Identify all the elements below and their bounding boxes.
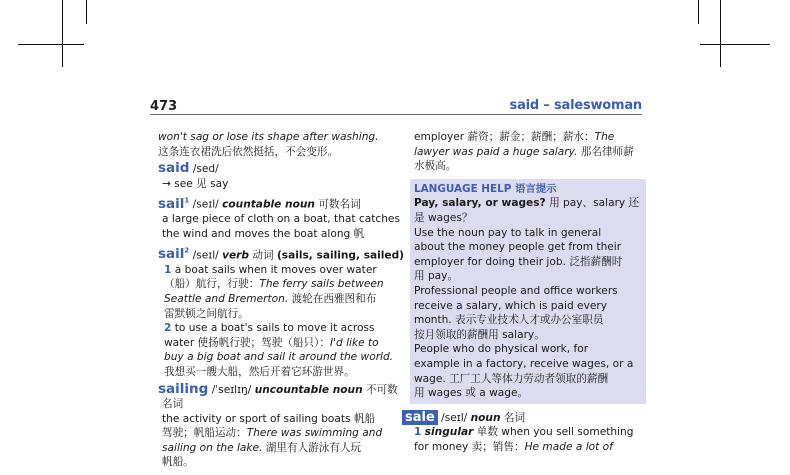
headword: sail$^2$ bbox=[158, 246, 190, 263]
language-help-title: LANGUAGE HELP 语言提示 bbox=[414, 182, 557, 195]
part-of-speech-zh: 名词 bbox=[503, 411, 526, 424]
sense-number: 2 bbox=[164, 322, 172, 335]
translation: for money 卖；销售： bbox=[414, 440, 525, 453]
part-of-speech-zh: 动词 bbox=[252, 249, 274, 262]
definition-line: to use a boat's sails to move it across bbox=[174, 322, 375, 335]
example: There was swimming and bbox=[246, 427, 383, 440]
help-text-line: receive a salary, which is paid every bbox=[414, 299, 607, 312]
cross-reference: → see 见 say bbox=[162, 177, 229, 190]
continued-example: won't sag or lose its shape after washing. bbox=[158, 131, 379, 143]
definition-line: when you sell something bbox=[501, 426, 634, 439]
page-number: 473 bbox=[150, 99, 178, 114]
right-column bbox=[405, 130, 646, 454]
entry-sailing bbox=[158, 380, 398, 471]
translation: （船）航行，行驶： bbox=[164, 278, 260, 291]
translation: 那名律师薪 bbox=[580, 145, 634, 158]
part-of-speech-zh: 不可数 bbox=[366, 383, 398, 396]
help-text-line: month. 表示专业技术人才或办公室职员 bbox=[414, 314, 604, 327]
help-text-line: 用 wages 或 a wage。 bbox=[414, 387, 529, 400]
crop-mark bbox=[18, 44, 84, 45]
translation: 湖里有人游泳有人玩 bbox=[265, 441, 362, 454]
help-text-line: 按月领取的薪酬用 salary。 bbox=[414, 328, 545, 341]
help-text-line: wage. 工厂工人等体力劳动者领取的薪酬 bbox=[414, 372, 609, 385]
translation: 雷默顿之间航行。 bbox=[164, 307, 249, 320]
left-column bbox=[158, 130, 405, 470]
crop-mark bbox=[700, 44, 770, 45]
translation: water 使扬帆行驶；驾驶（船只）： bbox=[164, 336, 330, 349]
help-text-line: 用 pay。 bbox=[414, 270, 459, 283]
inflections: (sails, sailing, sailed) bbox=[276, 249, 405, 262]
sense-number: 1 bbox=[164, 263, 172, 276]
translation: 驾驶；帆船运动： bbox=[162, 427, 247, 440]
help-text-line: Professional people and office workers bbox=[414, 284, 618, 297]
translation: 水极高。 bbox=[414, 160, 457, 173]
entry-sail-1 bbox=[158, 193, 400, 241]
part-of-speech: noun bbox=[470, 411, 501, 424]
sense-number: 1 bbox=[414, 426, 422, 439]
help-question-zh: 用 pay、salary 还 bbox=[549, 197, 640, 210]
running-head: said – saleswoman bbox=[509, 98, 642, 113]
entry-said bbox=[158, 161, 394, 191]
part-of-speech: uncountable noun bbox=[254, 383, 363, 396]
part-of-speech: verb bbox=[222, 249, 249, 262]
help-text-line: about the money people get from their bbox=[414, 241, 622, 254]
translation: employer 薪资；薪金；薪酬；薪水： bbox=[414, 131, 595, 143]
pronunciation: /seɪl/ bbox=[441, 411, 468, 424]
headword: sail$^1$ bbox=[158, 195, 190, 212]
example: sailing on the lake. bbox=[162, 441, 263, 454]
crop-mark bbox=[698, 0, 699, 24]
entry-sail-2 bbox=[158, 244, 405, 380]
help-text-line: People who do physical work, for bbox=[414, 343, 589, 356]
entry-sale bbox=[402, 410, 646, 455]
headword: said bbox=[158, 160, 190, 177]
help-question: Pay, salary, or wages? bbox=[414, 197, 546, 210]
translation: 渡轮在西雅图和布 bbox=[291, 292, 377, 305]
example: lawyer was paid a huge salary. bbox=[414, 145, 578, 158]
example: The bbox=[594, 131, 615, 143]
help-text-line: example in a factory, receive wages, or a bbox=[414, 357, 634, 370]
definition-line: a boat sails when it moves over water bbox=[174, 263, 377, 276]
example: Seattle and Bremerton. bbox=[164, 292, 289, 305]
example: buy a big boat and sail it around the world. bbox=[164, 351, 394, 364]
part-of-speech: countable noun bbox=[222, 198, 315, 211]
translation: 我想买一艘大船，然后开着它环游世界。 bbox=[164, 365, 355, 378]
help-question-zh: 是 wages？ bbox=[414, 211, 473, 224]
pronunciation: /seɪl/ bbox=[192, 198, 219, 211]
pronunciation: /sed/ bbox=[192, 163, 219, 176]
header-rule bbox=[150, 114, 642, 115]
help-text-line: Use the noun pay to talk in general bbox=[414, 226, 602, 239]
example: I'd like to bbox=[329, 336, 379, 349]
crop-mark bbox=[720, 0, 721, 67]
pronunciation: /ˈseɪlɪŋ/ bbox=[211, 383, 252, 396]
headword: sale bbox=[402, 410, 438, 425]
crop-mark bbox=[86, 0, 87, 24]
part-of-speech-zh: 可数名词 bbox=[318, 198, 361, 211]
sense-label: singular bbox=[424, 426, 474, 439]
headword: sailing bbox=[158, 380, 209, 397]
pronunciation: /seɪl/ bbox=[192, 249, 219, 262]
definition-line: a large piece of cloth on a boat, that catches bbox=[162, 213, 400, 226]
translation: 帆船。 bbox=[162, 456, 194, 469]
help-text-line: employer for doing their job. 泛指薪酬时 bbox=[414, 255, 623, 268]
continued-translation: 这条连衣裙洗后依然挺括，不会变形。 bbox=[158, 145, 339, 158]
example: The ferry sails between bbox=[259, 278, 384, 291]
definition-line: the activity or sport of sailing boats 帆船 bbox=[162, 412, 376, 425]
crop-mark bbox=[62, 0, 63, 67]
example: He made a lot of bbox=[524, 440, 613, 453]
sense-label-zh: 单数 bbox=[476, 426, 498, 439]
language-help-box bbox=[410, 179, 646, 404]
definition-line: the wind and moves the boat along 帆 bbox=[162, 228, 365, 241]
part-of-speech-zh: 名词 bbox=[162, 398, 184, 411]
